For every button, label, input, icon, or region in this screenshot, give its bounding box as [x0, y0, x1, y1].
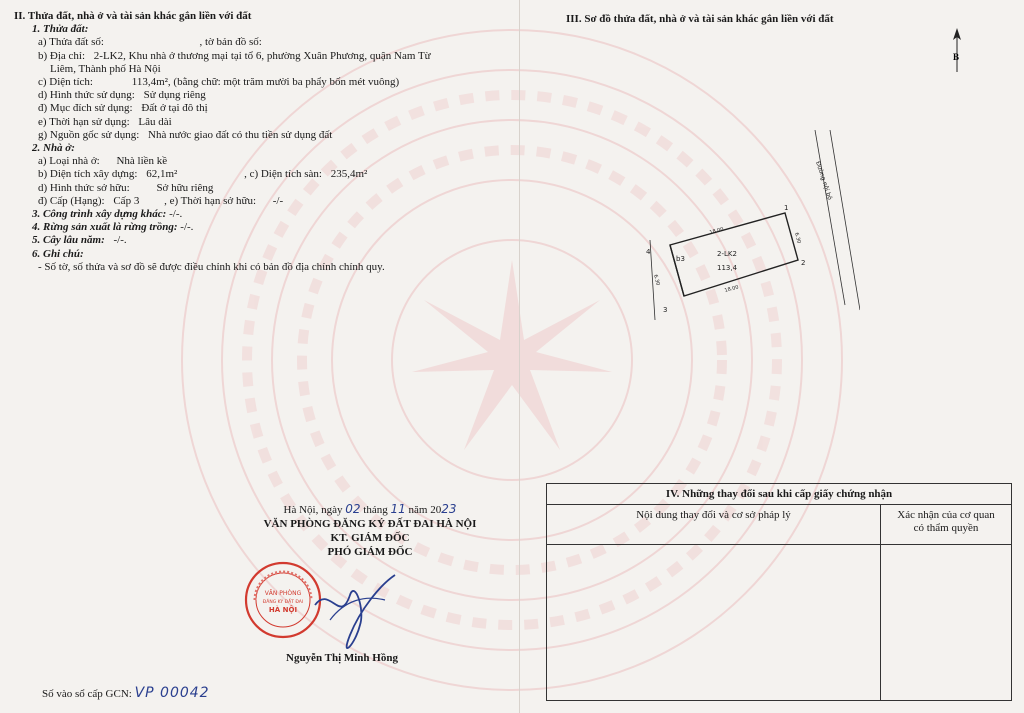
house-ownership-row: d) Hình thức sở hữu: Sở hữu riêng: [38, 181, 214, 194]
house-area-row: b) Diện tích xây dựng: 62,1m² , c) Diện tích sàn: 235,4m²: [38, 168, 368, 181]
changes-body-content: [547, 545, 881, 701]
point-2: 2: [801, 259, 806, 267]
land-term-row: e) Thời hạn sử dụng: Lâu dài: [38, 115, 172, 128]
lot-label: 2-LK2: [717, 250, 737, 258]
dim-bottom: 18.00: [723, 284, 740, 294]
changes-table-title: IV. Những thay đổi sau khi cấp giấy chứng nhận: [547, 484, 1012, 505]
land-origin-row: g) Nguồn gốc sử dụng: Nhà nước giao đất có thu tiền sử dụng đất: [38, 128, 333, 141]
svg-text:VĂN PHÒNG: VĂN PHÒNG: [264, 590, 302, 597]
house-heading: 2. Nhà ở:: [32, 142, 75, 155]
house-type-row: a) Loại nhà ở: Nhà liền kề: [38, 155, 168, 168]
land-area-row: c) Diện tích: 113,4m², (bằng chữ: một trăm mười ba phẩy bốn mét vuông): [38, 76, 400, 89]
land-address-row: b) Địa chỉ: 2-LK2, Khu nhà ở thương mại tại tổ 6, phường Xuân Phương, quận Nam Từ: [38, 49, 431, 62]
signer-name: Nguyễn Thị Minh Hồng: [286, 652, 398, 664]
neighbor-label: b3: [676, 255, 685, 263]
svg-text:ĐĂNG KÝ ĐẤT ĐAI: ĐĂNG KÝ ĐẤT ĐAI: [262, 600, 304, 605]
section-iii-title: III. Sơ đồ thửa đất, nhà ở và tài sản khác gắn liền với đất: [566, 13, 834, 25]
changes-body-confirm: [881, 545, 1012, 701]
lot-area: 113,4: [717, 264, 738, 272]
land-heading: 1. Thửa đất:: [32, 23, 89, 36]
north-arrow-icon: [945, 26, 969, 74]
deputy-director: PHÓ GIÁM ĐỐC: [327, 546, 413, 558]
changes-table: [546, 483, 1012, 701]
notes-heading: 6. Ghi chú:: [32, 247, 84, 260]
point-4: 4: [646, 248, 651, 256]
gcn-number: Số vào sổ cấp GCN: VP 00042: [42, 685, 210, 701]
center-fold: [519, 0, 520, 713]
land-info-section: [14, 10, 514, 274]
land-parcel-row: a) Thửa đất số: , tờ bản đồ số:: [38, 36, 262, 49]
section-ii-title: II. Thửa đất, nhà ở và tài sản khác gắn liền với đất: [14, 10, 252, 22]
forest-row: 4. Rừng sản xuất là rừng trồng: -/-.: [32, 221, 194, 234]
land-purpose-row: đ) Mục đích sử dụng: Đất ở tại đô thị: [38, 102, 208, 115]
other-works-row: 3. Công trình xây dựng khác: -/-.: [32, 208, 183, 221]
kt-director: KT. GIÁM ĐỐC: [330, 532, 410, 544]
svg-text:HÀ NỘI: HÀ NỘI: [268, 606, 298, 614]
point-3: 3: [663, 306, 668, 314]
point-1: 1: [784, 204, 789, 212]
land-use-form-row: d) Hình thức sử dụng: Sử dụng riêng: [38, 89, 206, 102]
north-label: B: [953, 52, 960, 62]
road-edge-left: [815, 130, 845, 305]
plot-diagram: [630, 130, 860, 330]
changes-col-confirm: Xác nhận của cơ quan có thẩm quyền: [881, 505, 1012, 545]
notes-text: - Số tờ, số thửa và sơ đồ sẽ được điều chỉnh khi có bản đồ địa chính chính quy.: [38, 260, 385, 273]
signature-block: [220, 502, 520, 559]
office-name: VĂN PHÒNG ĐĂNG KÝ ĐẤT ĐAI HÀ NỘI: [263, 518, 477, 530]
handwritten-signature: [310, 565, 400, 665]
perennial-row: 5. Cây lâu năm: -/-.: [32, 234, 127, 247]
dim-top: 18.00: [708, 226, 725, 236]
land-address-cont: Liêm, Thành phố Hà Nội: [50, 62, 161, 75]
dim-left: 6.30: [652, 273, 661, 287]
road-edge-right: [830, 130, 860, 310]
issue-date: Hà Nội, ngày 02 tháng 11 năm 2023: [283, 502, 457, 516]
road-label: Đường nội bộ: [814, 160, 834, 201]
changes-col-content: Nội dung thay đổi và cơ sở pháp lý: [547, 505, 881, 545]
dim-right: 6.30: [793, 231, 802, 245]
house-grade-row: đ) Cấp (Hạng): Cấp 3 , e) Thời hạn sở hữu: -/-: [38, 194, 284, 207]
